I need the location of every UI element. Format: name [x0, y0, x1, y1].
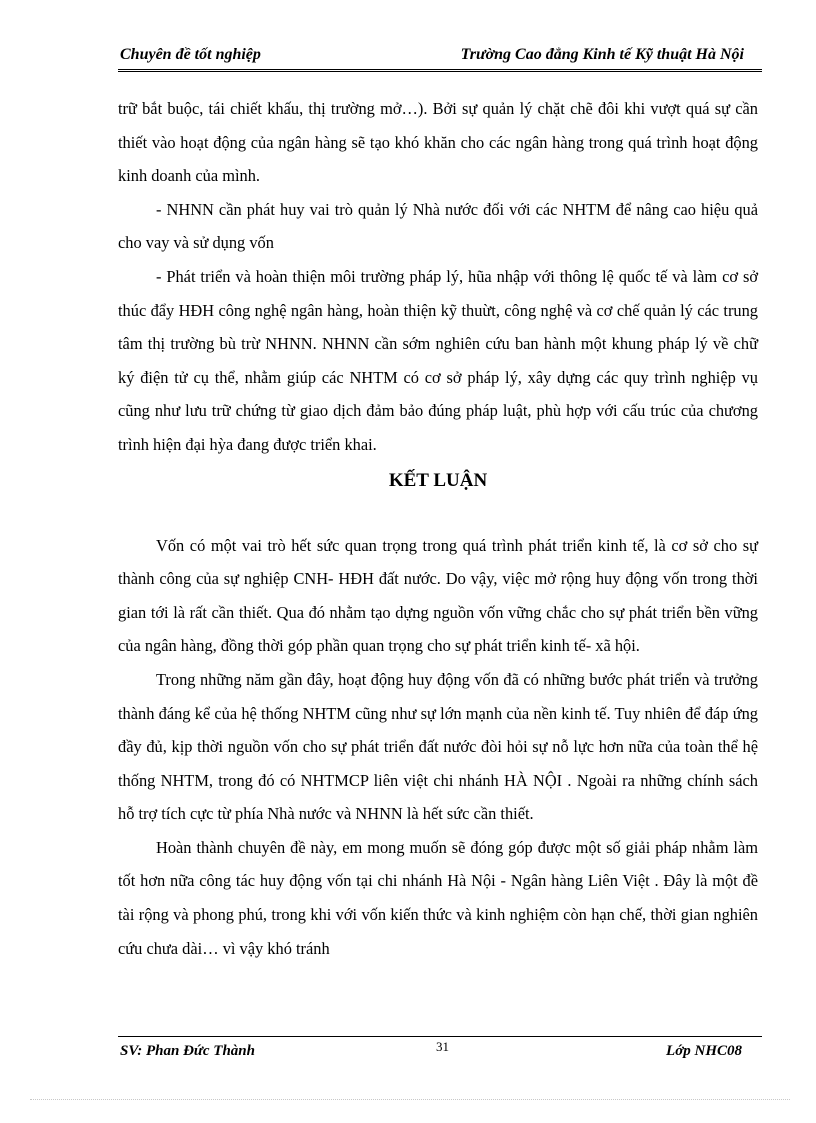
- footer-class-name: Lớp NHC08: [666, 1043, 742, 1059]
- paragraph-completion: Hoàn thành chuyên đề này, em mong muốn sẽ đóng góp được một số giải pháp nhằm làm tốt hơn nữa công tác huy động vốn tại chi nhánh Hà Nội - Ngân hàng Liên Việt . Đây là một đề tài rộng và phong phú, trong khi với vốn kiến thức và kinh nghiệm còn hạn chế, thời gian nghiên cứu chưa dài… vì vậy khó tránh: [118, 837, 758, 958]
- header-document-type: Chuyên đề tốt nghiệp: [120, 46, 261, 63]
- page-boundary-dotted-line: [30, 1099, 790, 1100]
- page-number: 31: [436, 1039, 449, 1054]
- paragraph-continuation: trữ bắt buộc, tái chiết khấu, thị trường mở…). Bởi sự quản lý chặt chẽ đôi khi vượt quá sự cần thiết vào hoạt động của ngân hàng sẽ tạo khó khăn cho các ngân hàng trong quá trình hoạt động kinh doanh của mình.: [118, 99, 758, 186]
- header-school-name: Trường Cao đẳng Kinh tế Kỹ thuật Hà Nội: [460, 46, 744, 63]
- paragraph-recent-years: Trong những năm gần đây, hoạt động huy động vốn đã có những bước phát triển và trưởng thành đáng kể của hệ thống NHTM cũng như sự lớn mạnh của nền kinh tế. Tuy nhiên để đáp ứng đầy đủ, kịp thời nguồn vốn cho sự phát triển đất nước đòi hỏi sự nỗ lực hơn nữa của toàn thể hệ thống NHTM, trong đó có NHTMCP liên việt chi nhánh HÀ NỘI . Ngoài ra những chính sách hỗ trợ tích cực từ phía Nhà nước và NHNN là hết sức cần thiết.: [118, 669, 758, 824]
- page-body: [118, 92, 758, 965]
- footer-student-name: SV: Phan Đức Thành: [120, 1043, 255, 1059]
- page-footer: [118, 1041, 762, 1063]
- paragraph-capital-role: Vốn có một vai trò hết sức quan trọng trong quá trình phát triển kinh tế, là cơ sở cho sự thành công của sự nghiệp CNH- HĐH đất nước. Do vậy, việc mở rộng huy động vốn trong thời gian tới là rất cần thiết. Qua đó nhằm tạo dựng nguồn vốn vững chắc cho sự phát triển bền vững của ngân hàng, đồng thời góp phần quan trọng cho sự phát triển kinh tế- xã hội.: [118, 535, 758, 656]
- header-rule: [118, 69, 762, 72]
- page-header: [118, 44, 762, 68]
- heading-spacer: [118, 498, 758, 529]
- footer-rule: [118, 1036, 762, 1037]
- section-heading-conclusion: KẾT LUẬN: [388, 469, 488, 491]
- paragraph-legal-environment: - Phát triển và hoàn thiện môi trường pháp lý, hũa nhập với thông lệ quốc tế và làm cơ sở thúc đẩy HĐH công nghệ ngân hàng, hoàn thiện kỹ thuừt, công nghệ và cơ chế quản lý các trung tâm thị trường bù trừ NHNN. NHNN cần sớm nghiên cứu ban hành một khung pháp lý về chữ ký điện tử cụ thể, nhằm giúp các NHTM có cơ sở pháp lý, xây dựng các quy trình nghiệp vụ cũng như lưu trữ chứng từ giao dịch đảm bảo đúng pháp luật, phù hợp với cấu trúc của chương trình hiện đại hỳa đang được triển khai.: [118, 266, 758, 454]
- paragraph-nhnn-role: - NHNN cần phát huy vai trò quản lý Nhà nước đối với các NHTM để nâng cao hiệu quả cho vay và sử dụng vốn: [118, 199, 758, 253]
